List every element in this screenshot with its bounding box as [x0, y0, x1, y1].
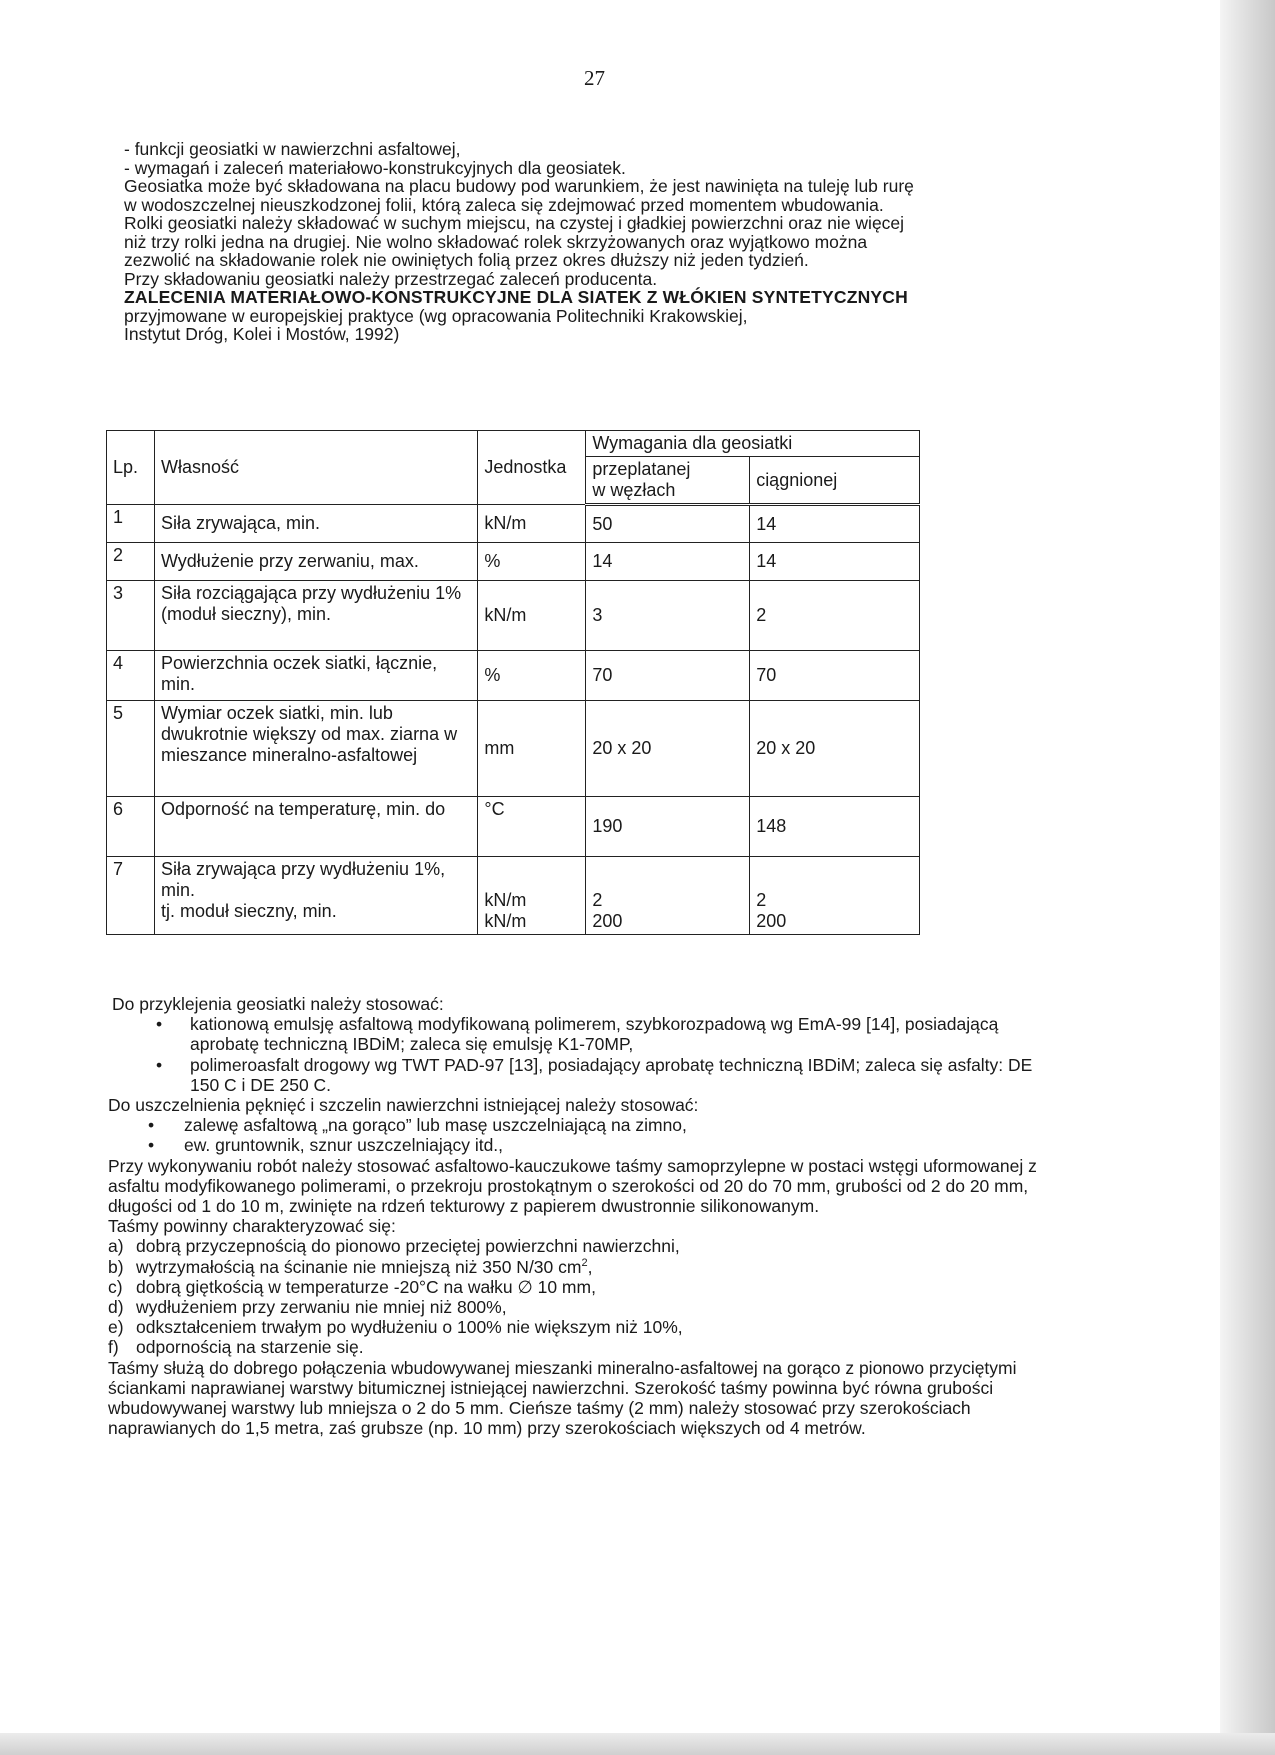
closing-paragraph: Taśmy służą do dobrego połączenia wbudowywanej mieszanki mineralno-asfaltowej na gorąco z pionowo przyciętymi ściankami naprawianej warstwy bitumicznej istniejącej nawierzchni. Szerokość taśmy powinna być równa grubości wbudowywanej warstwy lub mniejsza o 2 do 5 mm. Cieńsze taśmy (2 mm) należy stosować przy szerokościach naprawianych do 1,5 metra, zaś grubsze (np. 10 mm) przy szerokościach większych od 4 metrów. [108, 1357, 1017, 1439]
superscript: 2 [581, 1256, 588, 1269]
table-row [107, 505, 920, 543]
cell-lp: 5 [107, 701, 155, 797]
cell-property: Wydłużenie przy zerwaniu, max. [154, 543, 477, 581]
intro-line: zezwolić na składowanie rolek nie owiniętych folią przez okres dłuższy niż jeden tydzień. [124, 250, 809, 270]
tape-intro: Taśmy powinny charakteryzować się: [108, 1216, 396, 1237]
intro-line: - wymagań i zaleceń materiałowo-konstrukcyjnych dla geosiatek. [124, 157, 626, 178]
cell-woven: 3 [586, 581, 750, 651]
list-item-label: c) [108, 1276, 123, 1297]
cell-woven-line: 2 [592, 890, 603, 910]
list-item-text: ew. gruntownik, sznur uszczelniający itd., [184, 1135, 504, 1156]
header-woven [586, 457, 750, 505]
list-item-text: dobrą giętkością w temperaturze -20°C na wałku ∅ 10 mm, [136, 1276, 596, 1297]
seal-intro: Do uszczelnienia pęknięć i szczelin nawierzchni istniejącej należy stosować: [108, 1095, 699, 1116]
cell-property: Wymiar oczek siatki, min. lub dwukrotnie większy od max. ziarna w mieszance mineralno-asfaltowej [154, 701, 477, 797]
cell-woven: 50 [586, 505, 750, 543]
cell-lp: 6 [107, 797, 155, 857]
cell-property-line: tj. moduł sieczny, min. [160, 901, 337, 921]
list-item-text: wytrzymałością na ścinanie nie mniejszą niż 350 N/30 cm [136, 1256, 582, 1277]
cell-lp: 3 [107, 581, 155, 651]
cell-woven [586, 857, 750, 935]
table-row [107, 581, 920, 651]
seal-list [108, 1115, 1058, 1155]
header-requirements: Wymagania dla geosiatki [586, 431, 920, 457]
intro-text [124, 140, 1054, 344]
list-item-label: a) [108, 1236, 124, 1257]
glue-list [108, 1014, 1058, 1095]
list-item [108, 1236, 1058, 1256]
table-row [107, 857, 920, 935]
cell-property [154, 857, 477, 935]
header-woven-line: przeplatanej [592, 459, 691, 479]
cell-drawn: 148 [750, 797, 920, 857]
cell-woven: 20 x 20 [586, 701, 750, 797]
glue-intro: Do przyklejenia geosiatki należy stosować: [112, 994, 444, 1014]
list-item-text: polimeroasfalt drogowy wg TWT PAD-97 [13], posiadający aprobatę techniczną IBDiM; zaleca się asfalty: DE 150 C i DE 250 C. [190, 1054, 1033, 1095]
cell-property-line: Siła zrywająca przy wydłużeniu 1%, min. [160, 859, 446, 900]
cell-drawn: 14 [750, 543, 920, 581]
page-number: 27 [584, 66, 605, 90]
list-item [108, 1337, 1058, 1357]
cell-woven: 70 [586, 651, 750, 701]
requirements-table [106, 430, 920, 935]
list-item-text: odkształceniem trwałym po wydłużeniu o 100% nie większym niż 10%, [136, 1317, 683, 1338]
list-item [108, 1257, 1058, 1277]
header-woven-line: w węzłach [592, 480, 676, 500]
list-item [108, 1297, 1058, 1317]
cell-lp: 4 [107, 651, 155, 701]
header-property: Własność [154, 431, 477, 505]
list-item [108, 1115, 1058, 1135]
bullet-icon: • [148, 1115, 155, 1136]
cell-drawn-line: 200 [756, 911, 787, 931]
list-item [108, 1277, 1058, 1297]
cell-woven-line: 200 [592, 911, 623, 931]
header-lp: Lp. [107, 431, 155, 505]
list-item-text: kationową emulsję asfaltową modyfikowaną polimerem, szybkorozpadową wg EmA-99 [14], posiadającą aprobatę techniczną IBDiM; zaleca się emulsję K1-70MP, [190, 1014, 999, 1055]
cell-unit: °C [478, 797, 586, 857]
cell-unit-line: kN/m [484, 890, 527, 910]
intro-line: w wodoszczelnej nieuszkodzonej folii, którą zaleca się zdejmować przed momentem wbudowania. [124, 194, 884, 215]
lower-text [108, 994, 1058, 1438]
list-item-label: b) [108, 1256, 124, 1277]
intro-line: Rolki geosiatki należy składować w suchym miejscu, na czystej i gładkiej powierzchni oraz nie więcej [124, 213, 905, 233]
header-unit: Jednostka [478, 431, 586, 505]
header-drawn: ciągnionej [750, 457, 920, 505]
cell-drawn: 70 [750, 651, 920, 701]
cell-woven: 190 [586, 797, 750, 857]
intro-line: - funkcji geosiatki w nawierzchni asfaltowej, [124, 139, 461, 159]
cell-unit: % [478, 543, 586, 581]
tape-paragraph: Przy wykonywaniu robót należy stosować asfaltowo-kauczukowe taśmy samoprzylepne w postaci wstęgi uformowanej z asfaltu modyfikowanego polimerami, o przekroju prostokątnym o szerokości od 20 do 70 mm, grubości od 2 do 20 mm, długości od 1 do 10 m, zwinięte na rdzeń tekturowy z papierem dwustronnie silikonowanym. [108, 1155, 1037, 1217]
list-item [108, 1317, 1058, 1337]
cell-lp: 7 [107, 857, 155, 935]
table-header-row [107, 431, 920, 457]
cell-property: Siła rozciągająca przy wydłużeniu 1% (moduł sieczny), min. [154, 581, 477, 651]
cell-drawn [750, 857, 920, 935]
bullet-icon: • [156, 1054, 163, 1075]
cell-woven: 14 [586, 543, 750, 581]
scan-edge [1220, 0, 1275, 1755]
cell-drawn: 14 [750, 505, 920, 543]
list-item [108, 1055, 1058, 1095]
cell-drawn: 2 [750, 581, 920, 651]
list-item-text: zalewę asfaltową „na gorąco” lub masę uszczelniającą na zimno, [184, 1115, 687, 1136]
list-item [108, 1014, 1058, 1054]
intro-line: niż trzy rolki jedna na drugiej. Nie wolno składować rolek skrzyżowanych oraz wyjątkowo można [124, 231, 868, 252]
list-item [108, 1135, 1058, 1155]
list-item-text: dobrą przyczepnością do pionowo przeciętej powierzchni nawierzchni, [136, 1236, 680, 1257]
table-row [107, 701, 920, 797]
cell-unit: kN/m [478, 581, 586, 651]
cell-unit: % [478, 651, 586, 701]
table-row [107, 797, 920, 857]
tape-properties-list [108, 1236, 1058, 1357]
intro-line: Geosiatka może być składowana na placu budowy pod warunkiem, że jest nawinięta na tuleję lub rurę [124, 176, 914, 196]
cell-drawn-line: 2 [756, 890, 767, 910]
cell-property: Powierzchnia oczek siatki, łącznie, min. [154, 651, 477, 701]
heading-sub-line: Instytut Dróg, Kolei i Mostów, 1992) [124, 324, 400, 344]
cell-unit: kN/m [478, 505, 586, 543]
list-item-text: odpornością na starzenie się. [136, 1337, 364, 1358]
cell-lp: 2 [107, 543, 155, 581]
table-row [107, 543, 920, 581]
table-row [107, 651, 920, 701]
cell-drawn: 20 x 20 [750, 701, 920, 797]
heading-sub-line: przyjmowane w europejskiej praktyce (wg opracowania Politechniki Krakowskiej, [124, 305, 748, 326]
cell-lp: 1 [107, 505, 155, 543]
list-item-label: f) [108, 1337, 119, 1358]
section-heading: ZALECENIA MATERIAŁOWO-KONSTRUKCYJNE DLA SIATEK Z WŁÓKIEN SYNTETYCZNYCH [124, 287, 908, 307]
cell-unit: mm [478, 701, 586, 797]
list-item-tail: , [587, 1256, 593, 1277]
cell-property: Siła zrywająca, min. [154, 505, 477, 543]
list-item-label: d) [108, 1297, 124, 1318]
intro-line: Przy składowaniu geosiatki należy przestrzegać zaleceń producenta. [124, 268, 658, 289]
cell-unit [478, 857, 586, 935]
cell-unit-line: kN/m [484, 911, 527, 931]
list-item-text: wydłużeniem przy zerwaniu nie mniej niż 800%, [136, 1297, 507, 1318]
scan-bottom-edge [0, 1733, 1275, 1755]
cell-property: Odporność na temperaturę, min. do [154, 797, 477, 857]
list-item-label: e) [108, 1317, 124, 1338]
bullet-icon: • [156, 1014, 163, 1035]
bullet-icon: • [148, 1135, 155, 1156]
